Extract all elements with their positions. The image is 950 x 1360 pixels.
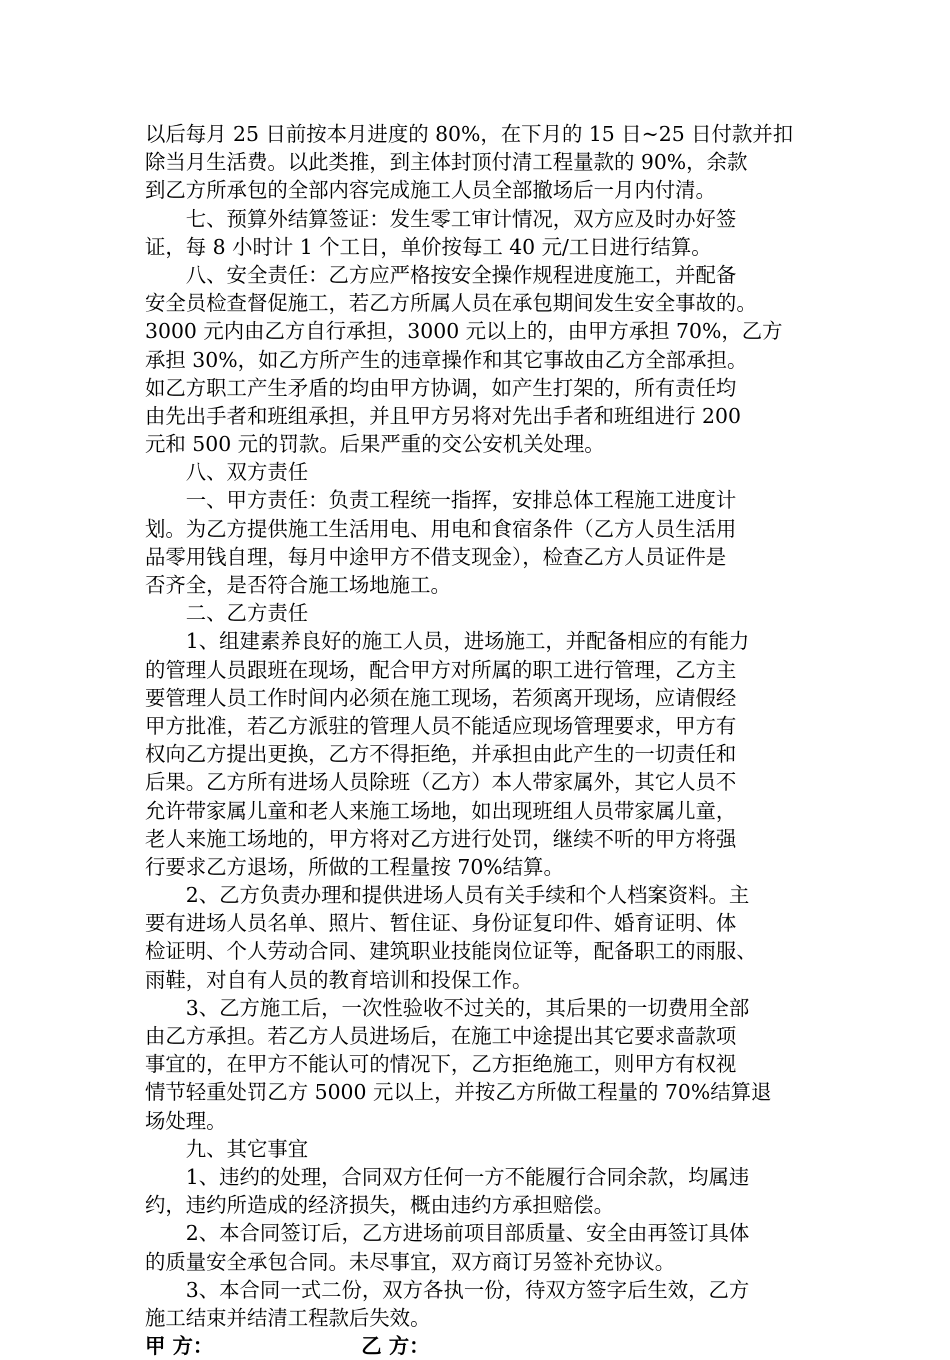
contract-text-line: 3、本合同一式二份，双方各执一份，待双方签字后生效，乙方 [145,1277,750,1302]
contract-text-line: 证，每 8 小时计 1 个工日，单价按每工 40 元/工日进行结算。 [145,234,712,259]
contract-text-line: 八、安全责任：乙方应严格按安全操作规程进度施工，并配备 [145,262,737,287]
contract-text-line: 事宜的，在甲方不能认可的情况下，乙方拒绝施工，则甲方有权视 [145,1052,737,1077]
contract-text-line: 检证明、个人劳动合同、建筑职业技能岗位证等，配备职工的雨服、 [145,939,757,964]
contract-text-line: 否齐全，是否符合施工场地施工。 [145,573,451,597]
contract-text-line: 施工结束并结清工程款后失效。 [145,1305,431,1330]
contract-text-line: 1、组建素养良好的施工人员，进场施工，并配备相应的有能力 [145,629,750,654]
contract-text-line: 情节轻重处罚乙方 5000 元以上，并按乙方所做工程量的 70%结算退 [145,1080,772,1105]
contract-text-line: 以后每月 25 日前按本月进度的 80%，在下月的 15 日~25 日付款并扣 [145,122,794,146]
contract-text-line: 场处理。 [145,1108,227,1133]
contract-text-line: 雨鞋，对自有人员的教育培训和投保工作。 [145,967,533,992]
contract-text-line: 老人来施工场地的，甲方将对乙方进行处罚，继续不听的甲方将强 [145,826,737,851]
contract-text-line: 除当月生活费。以此类推，到主体封顶付清工程量款的 90%，余款 [145,150,748,175]
contract-text-line: 的质量安全承包合同。未尽事宜，双方商订另签补充协议。 [145,1249,676,1274]
contract-text-line: 七、预算外结算签证：发生零工审计情况，双方应及时办好签 [145,206,737,231]
contract-text-line: 二、乙方责任 [145,601,309,626]
contract-text-line: 元和 500 元的罚款。后果严重的交公安机关处理。 [145,432,605,457]
contract-text-line: 的管理人员跟班在现场，配合甲方对所属的职工进行管理，乙方主 [145,657,737,682]
contract-text-line: 承担 30%，如乙方所产生的违章操作和其它事故由乙方全部承担。 [145,347,748,372]
contract-text-line: 3000 元内由乙方自行承担，3000 元以上的，由甲方承担 70%，乙方 [145,319,783,344]
contract-text-line: 3、乙方施工后，一次性验收不过关的，其后果的一切费用全部 [145,995,750,1020]
contract-text-line: 品零用钱自理，每月中途甲方不借支现金），检查乙方人员证件是 [145,544,727,569]
contract-text-line: 安全员检查督促施工，若乙方所属人员在承包期间发生安全事故的。 [145,291,757,316]
contract-text-line: 要有进场人员名单、照片、暂住证、身份证复印件、婚育证明、体 [145,911,737,936]
contract-text-line: 八、双方责任 [145,460,309,485]
contract-text-line: 允许带家属儿童和老人来施工场地，如出现班组人员带家属儿童， [145,798,737,823]
contract-text-line: 如乙方职工产生矛盾的均由甲方协调，如产生打架的，所有责任均 [145,375,737,400]
contract-text-line: 权向乙方提出更换，乙方不得拒绝，并承担由此产生的一切责任和 [145,742,737,767]
contract-text-line: 后果。乙方所有进场人员除班（乙方）本人带家属外，其它人员不 [145,770,737,795]
contract-text-line: 由乙方承担。若乙方人员进场后，在施工中途提出其它要求啬款项 [145,1024,737,1048]
contract-text-line: 要管理人员工作时间内必须在施工现场，若须离开现场，应请假经 [145,685,737,710]
party-b-signature-label: 乙 方： [361,1334,430,1359]
contract-text-line: 行要求乙方退场，所做的工程量按 70%结算。 [145,854,564,879]
contract-text-line: 九、其它事宜 [145,1136,309,1161]
contract-text-line: 2、乙方负责办理和提供进场人员有关手续和个人档案资料。主 [145,883,750,908]
signature-row [145,1332,825,1360]
contract-text-line: 一、甲方责任：负责工程统一指挥，安排总体工程施工进度计 [145,488,737,513]
contract-text-line: 2、本合同签订后，乙方进场前项目部质量、安全由再签订具体 [145,1221,750,1246]
contract-text-line: 1、违约的处理，合同双方任何一方不能履行合同余款，均属违 [145,1164,750,1189]
contract-text-line: 到乙方所承包的全部内容完成施工人员全部撤场后一月内付清。 [145,178,716,203]
party-a-signature-label: 甲 方： [145,1334,214,1359]
contract-text-line: 甲方批准，若乙方派驻的管理人员不能适应现场管理要求，甲方有 [145,713,737,738]
contract-text-line: 约，违约所造成的经济损失，概由违约方承担赔偿。 [145,1193,614,1218]
contract-text-line: 由先出手者和班组承担，并且甲方另将对先出手者和班组进行 200 [145,403,741,428]
contract-body [145,120,825,1360]
contract-text-line: 划。为乙方提供施工生活用电、用电和食宿条件（乙方人员生活用 [145,516,737,541]
